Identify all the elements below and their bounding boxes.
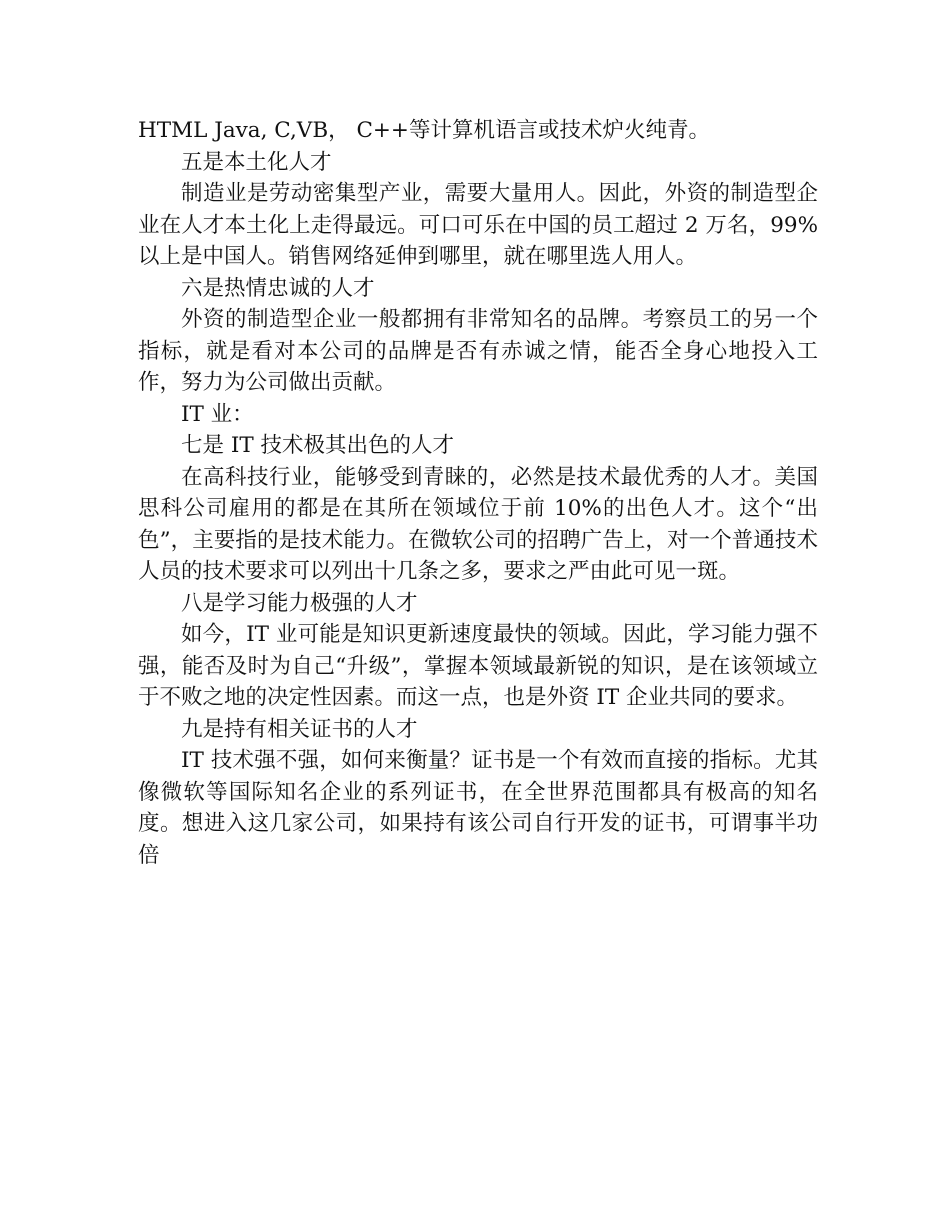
paragraph: IT 技术强不强，如何来衡量？证书是一个有效而直接的指标。尤其像微软等国际知名企业的系列证书，在全世界范围都具有极高的知名度。想进入这几家公司，如果持有该公司自行开发的证书，可谓事半功倍 <box>138 748 818 868</box>
paragraph: 制造业是劳动密集型产业，需要大量用人。因此，外资的制造型企业在人才本土化上走得最远。可口可乐在中国的员工超过 2 万名，99%以上是中国人。销售网络延伸到哪里，就在哪里选人用人。 <box>138 181 818 269</box>
section-heading: 八是学习能力极强的人才 <box>181 590 418 616</box>
category-heading: IT 业： <box>181 401 254 427</box>
section-heading: 七是 IT 技术极其出色的人才 <box>181 433 455 458</box>
section-heading: 五是本土化人才 <box>181 149 332 175</box>
paragraph: 如今，IT 业可能是知识更新速度最快的领域。因此，学习能力强不强，能否及时为自己“升级”，掌握本领域最新锐的知识，是在该领域立于不败之地的决定性因素。而这一点，也是外资 IT 企业共同的要求。 <box>138 622 818 710</box>
document-body <box>138 115 818 871</box>
section-heading: 九是持有相关证书的人才 <box>181 716 418 742</box>
paragraph: HTML Java, C,VB， C++等计算机语言或技术炉火纯青。 <box>138 118 710 143</box>
paragraph: 外资的制造型企业一般都拥有非常知名的品牌。考察员工的另一个指标，就是看对本公司的品牌是否有赤诚之情，能否全身心地投入工作，努力为公司做出贡献。 <box>138 307 818 395</box>
section-heading: 六是热情忠诚的人才 <box>181 275 375 301</box>
paragraph: 在高科技行业，能够受到青睐的，必然是技术最优秀的人才。美国思科公司雇用的都是在其所在领域位于前 10%的出色人才。这个“出色”，主要指的是技术能力。在微软公司的招聘广告上，对一个普通技术人员的技术要求可以列出十几条之多，要求之严由此可见一斑。 <box>138 464 818 584</box>
